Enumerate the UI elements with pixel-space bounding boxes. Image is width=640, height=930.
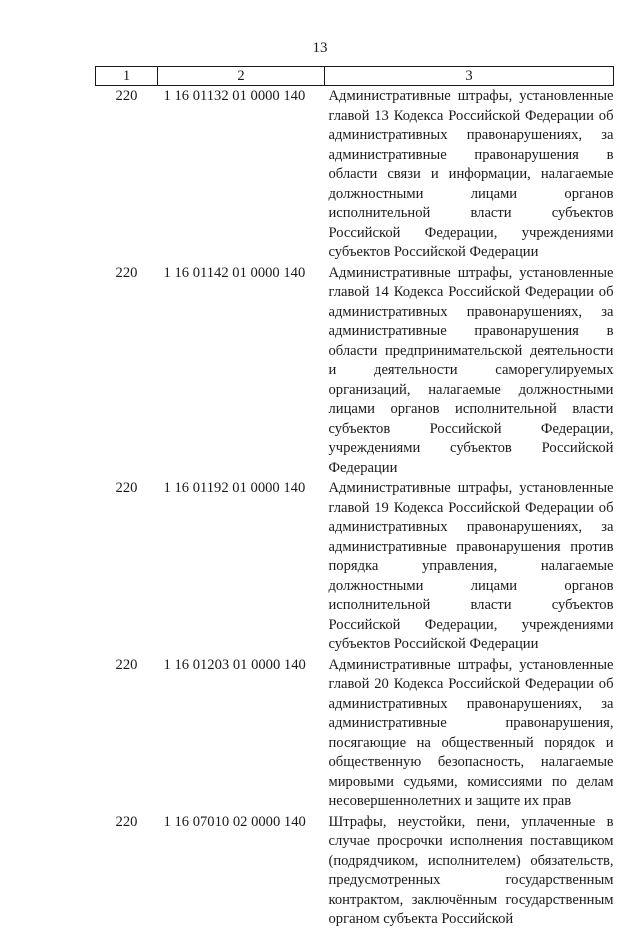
kbk-code-cell: 1 16 01142 01 0000 140 — [163, 264, 306, 281]
table-row — [96, 263, 614, 479]
description-cell: Административные штрафы, установленные главой 20 Кодекса Российской Федерации об административных правонарушениях, за административные правонарушения, посягающие на общественный порядок и общественную безопасность, налагаемые мировыми судьями, комиссиями по делам несовершеннолетних и защите их прав — [328, 656, 614, 809]
admin-code-cell: 220 — [115, 88, 138, 104]
description-cell: Административные штрафы, установленные главой 14 Кодекса Российской Федерации об административных правонарушениях, за административные правонарушения в области предпринимательской деятельности и деятельности саморегулируемых организаций, налагаемые должностными лицами органов исполнительной власти субъектов Российской Федерации, учреждениями субъектов Российской Федерации — [328, 264, 614, 476]
table-header — [96, 67, 614, 86]
header-col-1: 1 — [96, 67, 158, 86]
kbk-code-cell: 1 16 01203 01 0000 140 — [163, 656, 306, 673]
description-cell: Административные штрафы, установленные главой 13 Кодекса Российской Федерации об административных правонарушениях, за административные правонарушения в области связи и информации, налагаемые должностными лицами органов исполнительной власти субъектов Российской Федерации, учреждениями субъектов Российской Федерации — [328, 88, 614, 260]
admin-code-cell: 220 — [115, 264, 138, 281]
table-row — [96, 812, 614, 930]
admin-code-cell: 220 — [115, 813, 138, 830]
table-row — [96, 655, 614, 812]
revenue-codes-table — [95, 66, 614, 930]
description-cell: Штрафы, неустойки, пени, уплаченные в случае просрочки исполнения поставщиком (подрядчиком, исполнителем) обязательств, предусмотренных государственным контрактом, заключённым государственным органом субъекта Российской — [328, 813, 614, 927]
kbk-code-cell: 1 16 07010 02 0000 140 — [163, 813, 306, 830]
table-row — [96, 478, 614, 655]
kbk-code-cell: 1 16 01192 01 0000 140 — [163, 480, 306, 496]
admin-code-cell: 220 — [115, 480, 138, 496]
kbk-code-cell: 1 16 01132 01 0000 140 — [163, 88, 306, 104]
page-number: 13 — [312, 40, 328, 56]
header-col-3: 3 — [325, 67, 614, 86]
description-cell: Административные штрафы, установленные главой 19 Кодекса Российской Федерации об административных правонарушениях, за административные правонарушения против порядка управления, налагаемые должностными лицами органов исполнительной власти субъектов Российской Федерации, учреждениями субъектов Российской Федерации — [328, 480, 614, 652]
admin-code-cell: 220 — [115, 656, 138, 673]
header-col-2: 2 — [158, 67, 325, 86]
table-row — [96, 86, 614, 263]
